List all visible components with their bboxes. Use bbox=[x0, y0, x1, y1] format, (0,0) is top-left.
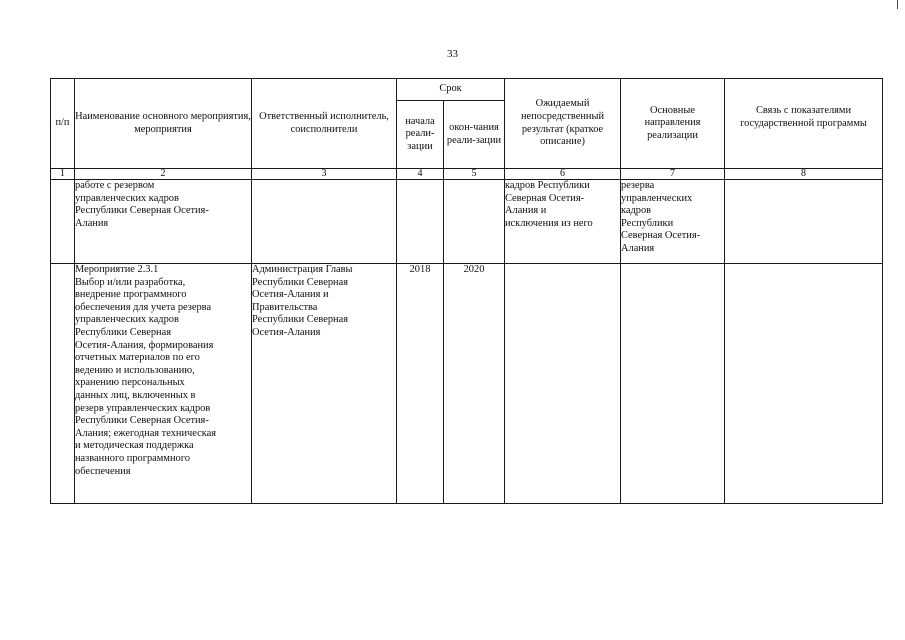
activities-table bbox=[50, 78, 883, 504]
header-term-start: начала реали-зации bbox=[397, 101, 444, 169]
header-directions: Основные направления реализации bbox=[621, 79, 725, 169]
column-number: 4 bbox=[397, 169, 444, 180]
header-term: Срок bbox=[397, 79, 505, 101]
table-row bbox=[51, 264, 883, 504]
expected-result-cell bbox=[505, 264, 621, 504]
end-year-cell: 2020 bbox=[444, 264, 505, 504]
expected-result-cell: кадров Республики Северная Осетия- Алания и исключения из него bbox=[505, 180, 621, 264]
activity-name-cell: Мероприятие 2.3.1 Выбор и/или разработка, внедрение программного обеспечения для учета резерва управленческих кадров Республики Северная Осетия-Алания, формирования отчетных материалов по его ведению и использованию, хранению персональных данных лиц, включенных в резерв управленческих кадров Республики Северная Осетия- Алания; ежегодная техническая и методическая поддержка названного программного обеспечения bbox=[75, 264, 252, 504]
row-number-cell bbox=[51, 264, 75, 504]
column-number: 6 bbox=[505, 169, 621, 180]
start-year-cell: 2018 bbox=[397, 264, 444, 504]
header-name: Наименование основного мероприятия, мероприятия bbox=[75, 79, 252, 169]
executor-cell bbox=[252, 180, 397, 264]
directions-cell: резерва управленческих кадров Республики Северная Осетия- Алания bbox=[621, 180, 725, 264]
header-term-end: окон-чания реали-зации bbox=[444, 101, 505, 169]
start-year-cell bbox=[397, 180, 444, 264]
header-row-top bbox=[51, 79, 883, 101]
activity-name-cell: работе с резервом управленческих кадров Республики Северная Осетия- Алания bbox=[75, 180, 252, 264]
header-executor: Ответственный исполнитель, соисполнители bbox=[252, 79, 397, 169]
end-year-cell bbox=[444, 180, 505, 264]
row-number-cell bbox=[51, 180, 75, 264]
column-number: 2 bbox=[75, 169, 252, 180]
directions-cell bbox=[621, 264, 725, 504]
column-number: 7 bbox=[621, 169, 725, 180]
column-number: 3 bbox=[252, 169, 397, 180]
page-number: 33 bbox=[447, 48, 458, 60]
table-row bbox=[51, 180, 883, 264]
indicators-cell bbox=[725, 180, 883, 264]
column-number: 8 bbox=[725, 169, 883, 180]
header-result: Ожидаемый непосредственный результат (краткое описание) bbox=[505, 79, 621, 169]
scan-edge-mark bbox=[897, 0, 898, 9]
header-indicators: Связь с показателями государственной программы bbox=[725, 79, 883, 169]
header-num: п/п bbox=[51, 79, 75, 169]
column-number: 5 bbox=[444, 169, 505, 180]
indicators-cell bbox=[725, 264, 883, 504]
column-number-row bbox=[51, 169, 883, 180]
executor-cell: Администрация Главы Республики Северная Осетия-Алания и Правительства Республики Северная Осетия-Алания bbox=[252, 264, 397, 504]
column-number: 1 bbox=[51, 169, 75, 180]
